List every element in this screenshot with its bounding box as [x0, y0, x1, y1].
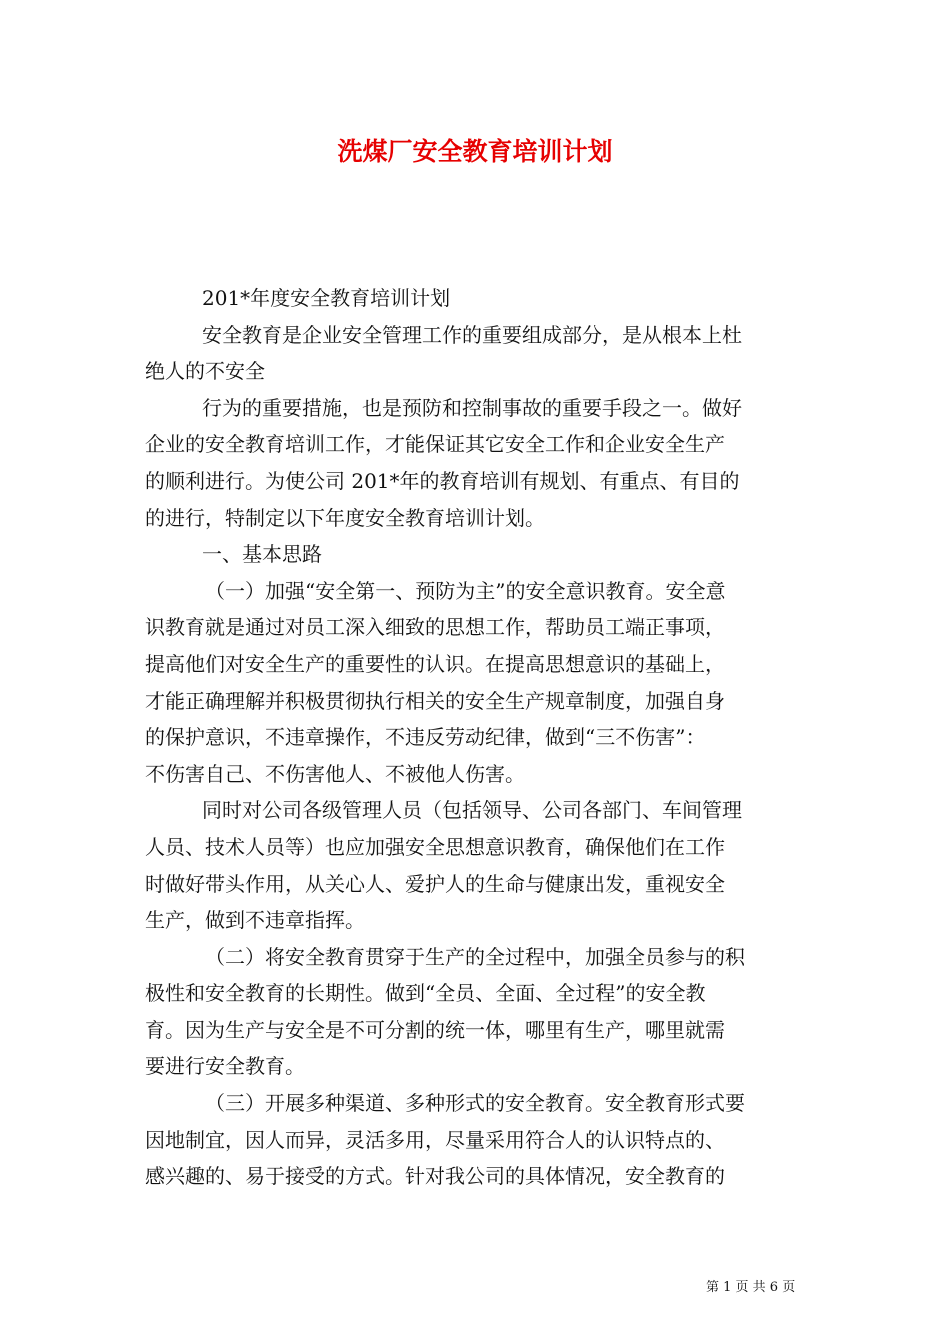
page-number: 第 1 页 共 6 页 [706, 1280, 796, 1295]
page-title: 洗煤厂安全教育培训计划 [337, 137, 613, 166]
paragraph-line: 的进行，特制定以下年度安全教育培训计划。 [145, 505, 545, 530]
paragraph-line: 行为的重要措施，也是预防和控制事故的重要手段之一。做好 [202, 395, 742, 420]
paragraph-line: 人员、技术人员等）也应加强安全思想意识教育，确保他们在工作 [145, 834, 725, 859]
paragraph-line: 不伤害自己、不伤害他人、不被他人伤害。 [145, 761, 525, 786]
paragraph-line: 要进行安全教育。 [145, 1054, 305, 1079]
paragraph-line: 的保护意识，不违章操作，不违反劳动纪律，做到“三不伤害”： [145, 725, 706, 750]
paragraph-line: 生产，做到不违章指挥。 [145, 908, 365, 933]
paragraph-line: 绝人的不安全 [145, 359, 265, 384]
section-heading: 一、基本思路 [202, 542, 322, 567]
paragraph-line: 201*年度安全教育培训计划 [202, 286, 451, 310]
paragraph-line: 因地制宜，因人而异，灵活多用，尽量采用符合人的认识特点的、 [145, 1127, 725, 1152]
paragraph-line: 时做好带头作用，从关心人、爱护人的生命与健康出发，重视安全 [145, 871, 725, 896]
document-body [145, 280, 810, 1195]
paragraph-line: 的顺利进行。为使公司 201*年的教育培训有规划、有重点、有目的 [145, 468, 740, 493]
paragraph-line: 提高他们对安全生产的重要性的认识。在提高思想意识的基础上， [145, 651, 725, 676]
paragraph-line: （三）开展多种渠道、多种形式的安全教育。安全教育形式要 [205, 1091, 745, 1116]
paragraph-line: 安全教育是企业安全管理工作的重要组成部分，是从根本上杜 [202, 322, 742, 347]
paragraph-line: （一）加强“安全第一、预防为主”的安全意识教育。安全意 [205, 578, 726, 603]
paragraph-line: 育。因为生产与安全是不可分割的统一体，哪里有生产，哪里就需 [145, 1017, 725, 1042]
paragraph-line: 感兴趣的、易于接受的方式。针对我公司的具体情况，安全教育的 [145, 1164, 725, 1189]
paragraph-line: （二）将安全教育贯穿于生产的全过程中，加强全员参与的积 [205, 944, 745, 969]
paragraph-line: 才能正确理解并积极贯彻执行相关的安全生产规章制度，加强自身 [145, 688, 725, 713]
paragraph-line: 识教育就是通过对员工深入细致的思想工作，帮助员工端正事项， [145, 615, 725, 640]
paragraph-line: 企业的安全教育培训工作，才能保证其它安全工作和企业安全生产 [145, 432, 725, 457]
paragraph-line: 同时对公司各级管理人员（包括领导、公司各部门、车间管理 [202, 798, 742, 823]
paragraph-line: 极性和安全教育的长期性。做到“全员、全面、全过程”的安全教 [145, 981, 706, 1006]
